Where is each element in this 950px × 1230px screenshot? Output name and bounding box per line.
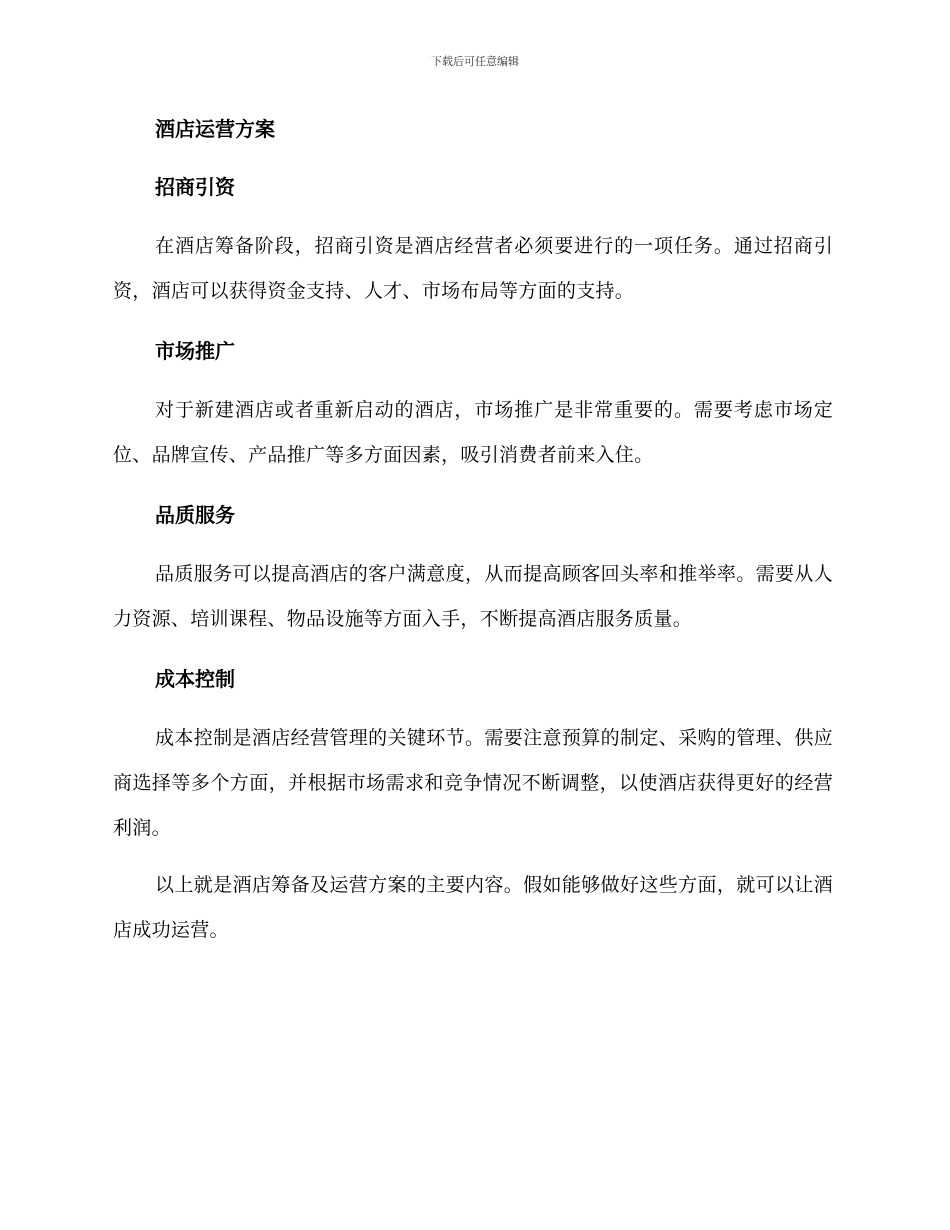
page-header: 下载后可任意编辑	[431, 55, 519, 68]
closing-paragraph: 以上就是酒店筹备及运营方案的主要内容。假如能够做好这些方面，就可以让酒店成功运营。	[113, 874, 833, 941]
document-title: 酒店运营方案	[155, 117, 275, 141]
section-heading-marketing: 市场推广	[155, 339, 235, 363]
section-body-service: 品质服务可以提高酒店的客户满意度，从而提高顾客回头率和推举率。需要从人力资源、培训课程、物品设施等方面入手，不断提高酒店服务质量。	[113, 563, 833, 630]
section-body-investment: 在酒店筹备阶段，招商引资是酒店经营者必须要进行的一项任务。通过招商引资，酒店可以获得资金支持、人才、市场布局等方面的支持。	[113, 235, 833, 302]
section-body-marketing: 对于新建酒店或者重新启动的酒店，市场推广是非常重要的。需要考虑市场定位、品牌宣传、产品推广等多方面因素，吸引消费者前来入住。	[113, 399, 833, 466]
section-heading-investment: 招商引资	[155, 175, 235, 199]
section-body-cost: 成本控制是酒店经营管理的关键环节。需要注意预算的制定、采购的管理、供应商选择等多个方面，并根据市场需求和竞争情况不断调整，以使酒店获得更好的经营利润。	[113, 727, 833, 839]
section-heading-service: 品质服务	[155, 503, 235, 527]
document-body	[113, 110, 833, 953]
section-heading-cost: 成本控制	[155, 667, 235, 691]
